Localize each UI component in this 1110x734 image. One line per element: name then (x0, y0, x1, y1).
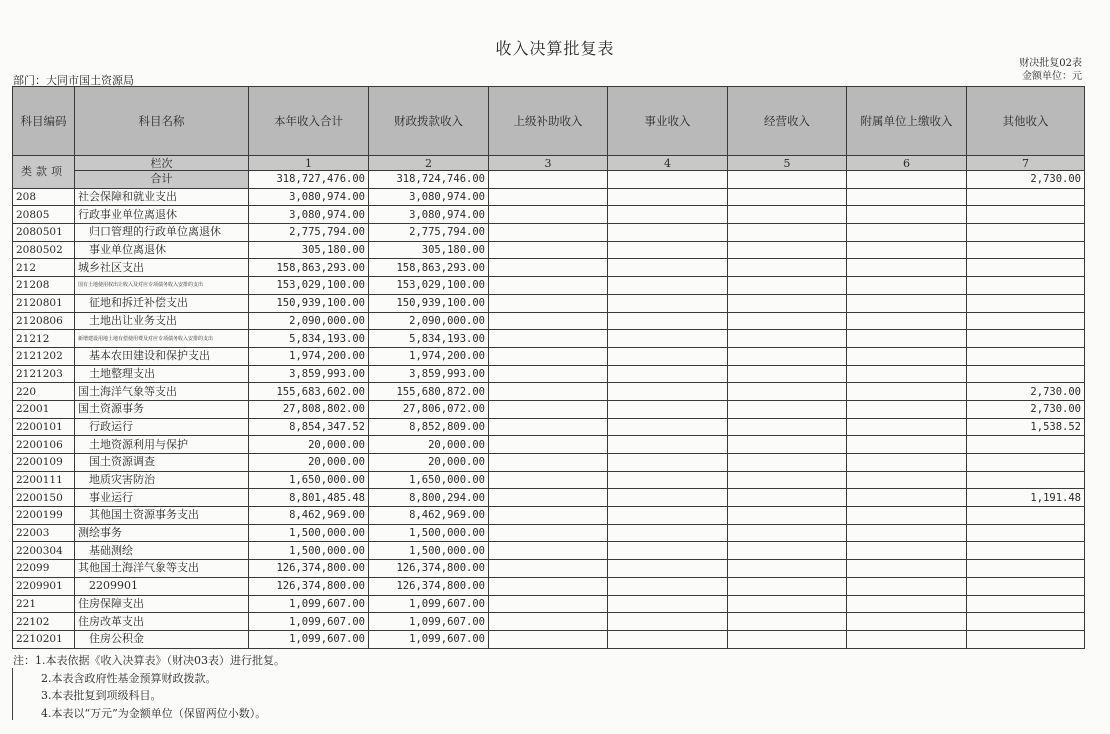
name-cell: 其他国土资源事务支出 (75, 507, 249, 525)
fiscal-cell: 1,099,607.00 (369, 595, 489, 613)
total-income-cell: 1,099,607.00 (249, 630, 369, 648)
table-row (13, 347, 1085, 365)
header-cell: 其他收入 (967, 87, 1085, 156)
other-income-cell: 2,730.00 (967, 400, 1085, 418)
total-income: 318,727,476.00 (249, 171, 369, 189)
name-cell: 国土资源事务 (75, 400, 249, 418)
header-cell: 科目编码 (13, 87, 75, 156)
column-index: 5 (728, 156, 847, 171)
fiscal-cell: 1,099,607.00 (369, 630, 489, 648)
name-cell: 行政运行 (75, 418, 249, 436)
table-row (13, 560, 1085, 578)
code-cell: 212 (13, 259, 75, 277)
name-cell: 住房改革支出 (75, 613, 249, 631)
total-income-cell: 155,683,602.00 (249, 383, 369, 401)
name-cell: 城乡社区支出 (75, 259, 249, 277)
total-income-cell: 1,974,200.00 (249, 347, 369, 365)
fiscal-cell: 1,099,607.00 (369, 613, 489, 631)
table-row (13, 259, 1085, 277)
other-income-cell (967, 524, 1085, 542)
name-cell: 行政事业单位离退休 (75, 206, 249, 224)
total-income-cell: 2,775,794.00 (249, 224, 369, 242)
code-cell: 21208 (13, 277, 75, 295)
name-cell: 住房公积金 (75, 630, 249, 648)
name-cell: 测绘事务 (75, 524, 249, 542)
name-cell: 新增建设用地土地有偿使用费及对应专项债务收入安排的支出 (75, 330, 249, 348)
total-income-cell: 20,000.00 (249, 436, 369, 454)
name-cell: 土地整理支出 (75, 365, 249, 383)
total-income-cell: 3,080,974.00 (249, 206, 369, 224)
page-title: 收入决算批复表 (495, 39, 615, 58)
total-income-cell: 158,863,293.00 (249, 259, 369, 277)
other-income-cell (967, 347, 1085, 365)
fiscal-cell: 305,180.00 (369, 241, 489, 259)
note-line: 2.本表含政府性基金预算财政拨款。 (41, 671, 217, 685)
header-cell: 科目名称 (75, 87, 249, 156)
name-cell: 事业单位离退休 (75, 241, 249, 259)
fiscal-cell: 158,863,293.00 (369, 259, 489, 277)
table-row (13, 436, 1085, 454)
column-index: 3 (489, 156, 608, 171)
name-cell: 土地出让业务支出 (75, 312, 249, 330)
total-income-cell: 1,500,000.00 (249, 542, 369, 560)
lanci-label: 栏次 (75, 156, 249, 171)
name-cell: 基础测绘 (75, 542, 249, 560)
fiscal-cell: 8,462,969.00 (369, 507, 489, 525)
header-row (13, 87, 1085, 156)
name-cell: 征地和拆迁补偿支出 (75, 294, 249, 312)
code-cell: 2121202 (13, 347, 75, 365)
name-cell: 社会保障和就业支出 (75, 188, 249, 206)
other-income-cell (967, 560, 1085, 578)
name-cell: 2209901 (75, 577, 249, 595)
table-row (13, 471, 1085, 489)
lei-kuan-xiang-label: 类款项 (13, 156, 75, 189)
other-income-cell (967, 595, 1085, 613)
other-income-cell (967, 436, 1085, 454)
code-cell: 2080502 (13, 241, 75, 259)
table-row (13, 489, 1085, 507)
fiscal-cell: 8,800,294.00 (369, 489, 489, 507)
code-cell: 221 (13, 595, 75, 613)
notes-block (13, 652, 285, 722)
other-income-cell (967, 224, 1085, 242)
other-income-cell (967, 312, 1085, 330)
table-row (13, 383, 1085, 401)
code-cell: 2200150 (13, 489, 75, 507)
form-code-block (1019, 57, 1082, 83)
code-cell: 220 (13, 383, 75, 401)
name-cell: 国土资源调查 (75, 454, 249, 472)
fiscal-cell: 2,775,794.00 (369, 224, 489, 242)
note-line: 注：1.本表依据《收入决算表》（财决03表）进行批复。 (13, 654, 285, 667)
total-row (13, 171, 1085, 189)
code-cell: 2200199 (13, 507, 75, 525)
fiscal-cell: 1,974,200.00 (369, 347, 489, 365)
fiscal-cell: 8,852,809.00 (369, 418, 489, 436)
fiscal-cell: 3,859,993.00 (369, 365, 489, 383)
department-label: 部门：大同市国土资源局 (13, 74, 134, 87)
other-income-cell (967, 277, 1085, 295)
other-income-cell (967, 471, 1085, 489)
other-income-cell (967, 365, 1085, 383)
column-index: 4 (608, 156, 728, 171)
fiscal-cell: 2,090,000.00 (369, 312, 489, 330)
total-income-cell: 150,939,100.00 (249, 294, 369, 312)
code-cell: 22001 (13, 400, 75, 418)
total-income-cell: 1,650,000.00 (249, 471, 369, 489)
code-cell: 21212 (13, 330, 75, 348)
other-income-cell: 1,538.52 (967, 418, 1085, 436)
total-income-cell: 8,854,347.52 (249, 418, 369, 436)
total-income-cell: 3,080,974.00 (249, 188, 369, 206)
code-cell: 2200109 (13, 454, 75, 472)
table-row (13, 507, 1085, 525)
total-income-cell: 126,374,800.00 (249, 577, 369, 595)
total-income-cell: 126,374,800.00 (249, 560, 369, 578)
code-cell: 2080501 (13, 224, 75, 242)
form-code: 财决批复02表 (1019, 58, 1082, 69)
other-income-cell (967, 507, 1085, 525)
table-row (13, 400, 1085, 418)
total-income-cell: 8,462,969.00 (249, 507, 369, 525)
name-cell: 国有土地使用权出让收入及对应专项债务收入安排的支出 (75, 277, 249, 295)
total-income-cell: 5,834,193.00 (249, 330, 369, 348)
fiscal-cell: 20,000.00 (369, 436, 489, 454)
name-cell: 其他国土海洋气象等支出 (75, 560, 249, 578)
total-income-cell: 2,090,000.00 (249, 312, 369, 330)
total-income-cell: 3,859,993.00 (249, 365, 369, 383)
table-row (13, 188, 1085, 206)
name-cell: 国土海洋气象等支出 (75, 383, 249, 401)
table-row (13, 595, 1085, 613)
table-row (13, 577, 1085, 595)
name-cell: 住房保障支出 (75, 595, 249, 613)
other-income-cell (967, 241, 1085, 259)
table-row (13, 613, 1085, 631)
fiscal-cell: 27,806,072.00 (369, 400, 489, 418)
column-index: 6 (847, 156, 967, 171)
fiscal-cell: 1,500,000.00 (369, 524, 489, 542)
code-cell: 208 (13, 188, 75, 206)
total-other: 2,730.00 (967, 171, 1085, 189)
header-cell: 上级补助收入 (489, 87, 608, 156)
code-cell: 2120806 (13, 312, 75, 330)
total-income-cell: 153,029,100.00 (249, 277, 369, 295)
other-income-cell: 2,730.00 (967, 383, 1085, 401)
fiscal-cell: 155,680,872.00 (369, 383, 489, 401)
table-row (13, 241, 1085, 259)
total-income-cell: 1,099,607.00 (249, 613, 369, 631)
total-label: 合计 (75, 171, 249, 189)
other-income-cell (967, 577, 1085, 595)
column-index: 7 (967, 156, 1085, 171)
other-income-cell: 1,191.48 (967, 489, 1085, 507)
name-cell: 地质灾害防治 (75, 471, 249, 489)
header-cell: 附属单位上缴收入 (847, 87, 967, 156)
column-index-row (13, 156, 1085, 171)
note-line: 3.本表批复到项级科目。 (41, 689, 162, 702)
total-income-cell: 305,180.00 (249, 241, 369, 259)
header-cell: 事业收入 (608, 87, 728, 156)
other-income-cell (967, 542, 1085, 560)
column-index: 1 (249, 156, 369, 171)
other-income-cell (967, 613, 1085, 631)
table-row (13, 312, 1085, 330)
fiscal-cell: 1,500,000.00 (369, 542, 489, 560)
name-cell: 归口管理的行政单位离退休 (75, 224, 249, 242)
code-cell: 2210201 (13, 630, 75, 648)
table-row (13, 542, 1085, 560)
table-row (13, 524, 1085, 542)
header-cell: 本年收入合计 (249, 87, 369, 156)
fiscal-cell: 126,374,800.00 (369, 577, 489, 595)
code-cell: 20805 (13, 206, 75, 224)
code-cell: 2200304 (13, 542, 75, 560)
code-cell: 2120801 (13, 294, 75, 312)
other-income-cell (967, 294, 1085, 312)
total-income-cell: 27,808,802.00 (249, 400, 369, 418)
fiscal-cell: 3,080,974.00 (369, 188, 489, 206)
table-row (13, 294, 1085, 312)
code-cell: 2200106 (13, 436, 75, 454)
code-cell: 22099 (13, 560, 75, 578)
other-income-cell (967, 630, 1085, 648)
code-cell: 2121203 (13, 365, 75, 383)
other-income-cell (967, 188, 1085, 206)
table-row (13, 277, 1085, 295)
total-income-cell: 20,000.00 (249, 454, 369, 472)
table-row (13, 224, 1085, 242)
fiscal-cell: 1,650,000.00 (369, 471, 489, 489)
name-cell: 土地资源利用与保护 (75, 436, 249, 454)
note-line: 4.本表以“万元”为金额单位（保留两位小数）。 (41, 706, 267, 720)
name-cell: 事业运行 (75, 489, 249, 507)
column-index: 2 (369, 156, 489, 171)
other-income-cell (967, 259, 1085, 277)
fiscal-cell: 3,080,974.00 (369, 206, 489, 224)
fiscal-cell: 153,029,100.00 (369, 277, 489, 295)
table-row (13, 330, 1085, 348)
code-cell: 2209901 (13, 577, 75, 595)
table-row (13, 365, 1085, 383)
total-income-cell: 1,099,607.00 (249, 595, 369, 613)
table-row (13, 630, 1085, 648)
code-cell: 22102 (13, 613, 75, 631)
table-row (13, 418, 1085, 436)
other-income-cell (967, 330, 1085, 348)
revenue-table (12, 86, 1085, 649)
fiscal-cell: 5,834,193.00 (369, 330, 489, 348)
other-income-cell (967, 454, 1085, 472)
table-row (13, 454, 1085, 472)
fiscal-cell: 20,000.00 (369, 454, 489, 472)
header-cell: 财政拨款收入 (369, 87, 489, 156)
code-cell: 22003 (13, 524, 75, 542)
fiscal-cell: 150,939,100.00 (369, 294, 489, 312)
code-cell: 2200101 (13, 418, 75, 436)
other-income-cell (967, 206, 1085, 224)
header-cell: 经营收入 (728, 87, 847, 156)
total-income-cell: 8,801,485.48 (249, 489, 369, 507)
fiscal-cell: 126,374,800.00 (369, 560, 489, 578)
table-row (13, 206, 1085, 224)
code-cell: 2200111 (13, 471, 75, 489)
total-income-cell: 1,500,000.00 (249, 524, 369, 542)
name-cell: 基本农田建设和保护支出 (75, 347, 249, 365)
amount-unit: 金额单位：元 (1022, 71, 1082, 82)
total-fiscal: 318,724,746.00 (369, 171, 489, 189)
